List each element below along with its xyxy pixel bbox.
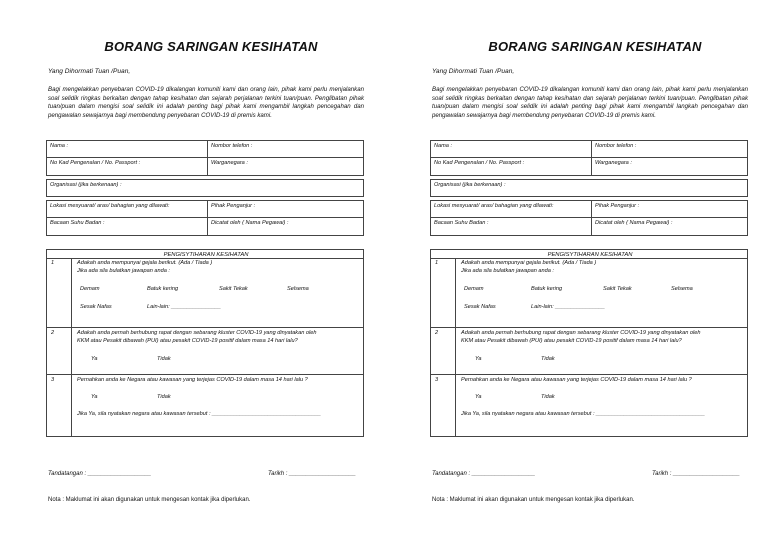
q2-text: Adakah anda pernah berhubung rapat dengan sebarang kluster COVID-19 yang dinyatakan oleh [461,330,701,336]
row-organisasi [430,179,748,197]
option-lain-lain[interactable]: Lain-lain: ________________ [147,304,222,310]
greeting: Yang Dihormati Tuan /Puan, [432,68,515,75]
row-organisasi [46,179,364,197]
option-demam[interactable]: Demam [464,286,484,292]
divider [47,258,363,259]
option-selsema[interactable]: Selsema [287,286,309,292]
q3-tidak[interactable]: Tidak [157,394,171,400]
q2-text: Adakah anda pernah berhubung rapat dengan sebarang kluster COVID-19 yang dinyatakan oleh [77,330,317,336]
option-lain-lain[interactable]: Lain-lain: ________________ [531,304,606,310]
row-nama [430,140,748,158]
row-ic [430,158,748,176]
q1-text: Adakah anda mempunyai gejala berikut. (Ada / Tiada ) [461,260,597,266]
q2-tidak[interactable]: Tidak [157,356,171,362]
q1-subtext: Jika ada sila bulatkan jawapan anda : [77,268,170,274]
form-title: BORANG SARINGAN KESIHATAN [104,39,318,54]
divider [47,374,363,375]
divider [47,327,363,328]
field-dicatat[interactable]: Dicatat oleh ( Nama Pegawai) : [207,218,363,235]
row-lokasi [46,200,364,218]
q3-text: Pernahkan anda ke Negara atau kawasan yang terjejas COVID-19 dalam masa 14 hari lalu ? [461,377,692,383]
q1-number: 1 [435,260,439,266]
intro-paragraph: Bagi mengelakkan penyebaran COVID-19 dikalangan komuniti kami dan orang lain, pihak kami perlu menjalankan soal selidik ringkas berkaitan dengan tahap kesihatan dan sejarah perjalanan terkini tuan/puan. Penglibatan pihak tuan/puan dalam mengisi soal selidik ini adalah penting bagi pihak kami mengambil langkah pencegahan dan pengawalan sewajarnya bagi membendung penyebaran COVID-19 di premis kami. [432,86,748,119]
divider [431,258,747,259]
divider [431,374,747,375]
q2-subtext: KKM atau Pesakit dibawah (PUI) atau pesakit COVID-19 positif dalam masa 14 hari lalu? [461,338,682,344]
q3-number: 3 [435,377,439,383]
row-suhu [430,218,748,236]
declaration-title: PENGISYTIHARAN KESIHATAN [547,252,633,258]
field-dicatat[interactable]: Dicatat oleh ( Nama Pegawai) : [591,218,747,235]
option-sakit-tekak[interactable]: Sakit Tekak [219,286,248,292]
field-nama[interactable]: Nama : [50,143,69,149]
option-demam[interactable]: Demam [80,286,100,292]
q3-text: Pernahkan anda ke Negara atau kawasan yang terjejas COVID-19 dalam masa 14 hari lalu ? [77,377,308,383]
intro-paragraph: Bagi mengelakkan penyebaran COVID-19 dikalangan komuniti kami dan orang lain, pihak kami perlu menjalankan soal selidik ringkas berkaitan dengan tahap kesihatan dan sejarah perjalanan terkini tuan/puan. Penglibatan pihak tuan/puan dalam mengisi soal selidik ini adalah penting bagi pihak kami mengambil langkah pencegahan dan pengawalan sewajarnya bagi membendung penyebaran COVID-19 di premis kami. [48,86,364,119]
q2-ya[interactable]: Ya [91,356,98,362]
option-selsema[interactable]: Selsema [671,286,693,292]
divider [71,258,72,436]
q2-tidak[interactable]: Tidak [541,356,555,362]
q3-country-field[interactable]: Jika Ya, sila nyatakan negara atau kawasan tersebut : ___________________________________ [77,411,321,417]
field-penganjur[interactable]: Pihak Penganjur : [207,201,363,217]
q2-subtext: KKM atau Pesakit dibawah (PUI) atau pesakit COVID-19 positif dalam masa 14 hari lalu? [77,338,298,344]
form-title: BORANG SARINGAN KESIHATAN [488,39,702,54]
field-lokasi[interactable]: Lokasi mesyuarat/ aras/ bahagian yang dilawati: [50,203,170,209]
q3-number: 3 [51,377,55,383]
field-organisasi[interactable]: Organisasi (jika berkenaan) : [50,182,122,188]
date-field[interactable]: Tarikh : ____________________ [652,471,740,477]
field-lokasi[interactable]: Lokasi mesyuarat/ aras/ bahagian yang dilawati: [434,203,554,209]
q3-ya[interactable]: Ya [475,394,482,400]
row-suhu [46,218,364,236]
q2-ya[interactable]: Ya [475,356,482,362]
q1-text: Adakah anda mempunyai gejala berikut. (Ada / Tiada ) [77,260,213,266]
field-suhu[interactable]: Bacaan Suhu Badan : [434,220,489,226]
field-warganegara[interactable]: Warganegara : [591,158,747,175]
declaration-box [430,249,748,437]
q1-subtext: Jika ada sila bulatkan jawapan anda : [461,268,554,274]
q3-country-field[interactable]: Jika Ya, sila nyatakan negara atau kawasan tersebut : ___________________________________ [461,411,705,417]
field-ic[interactable]: No Kad Pengenalan / No. Passport : [50,160,141,166]
q2-number: 2 [51,330,55,336]
field-nama[interactable]: Nama : [434,143,453,149]
divider [455,258,456,436]
option-sesak-nafas[interactable]: Sesak Nafas [464,304,496,310]
option-batuk-kering[interactable]: Batuk kering [531,286,563,292]
signature-field[interactable]: Tandatangan : ___________________ [432,471,536,477]
q2-number: 2 [435,330,439,336]
row-lokasi [430,200,748,218]
field-ic[interactable]: No Kad Pengenalan / No. Passport : [434,160,525,166]
signature-field[interactable]: Tandatangan : ___________________ [48,471,152,477]
q3-ya[interactable]: Ya [91,394,98,400]
field-warganegara[interactable]: Warganegara : [207,158,363,175]
declaration-title: PENGISYTIHARAN KESIHATAN [163,252,249,258]
option-batuk-kering[interactable]: Batuk kering [147,286,179,292]
field-telefon[interactable]: Nombor telefon : [207,141,363,157]
declaration-box [46,249,364,437]
q3-tidak[interactable]: Tidak [541,394,555,400]
date-field[interactable]: Tarikh : ____________________ [268,471,356,477]
field-suhu[interactable]: Bacaan Suhu Badan : [50,220,105,226]
option-sesak-nafas[interactable]: Sesak Nafas [80,304,112,310]
greeting: Yang Dihormati Tuan /Puan, [48,68,131,75]
note-text: Nota : Maklumat ini akan digunakan untuk mengesan kontak jika diperlukan. [432,497,635,503]
row-nama [46,140,364,158]
field-telefon[interactable]: Nombor telefon : [591,141,747,157]
row-ic [46,158,364,176]
option-sakit-tekak[interactable]: Sakit Tekak [603,286,632,292]
divider [431,327,747,328]
field-organisasi[interactable]: Organisasi (jika berkenaan) : [434,182,506,188]
note-text: Nota : Maklumat ini akan digunakan untuk mengesan kontak jika diperlukan. [48,497,251,503]
q1-number: 1 [51,260,55,266]
field-penganjur[interactable]: Pihak Penganjur : [591,201,747,217]
